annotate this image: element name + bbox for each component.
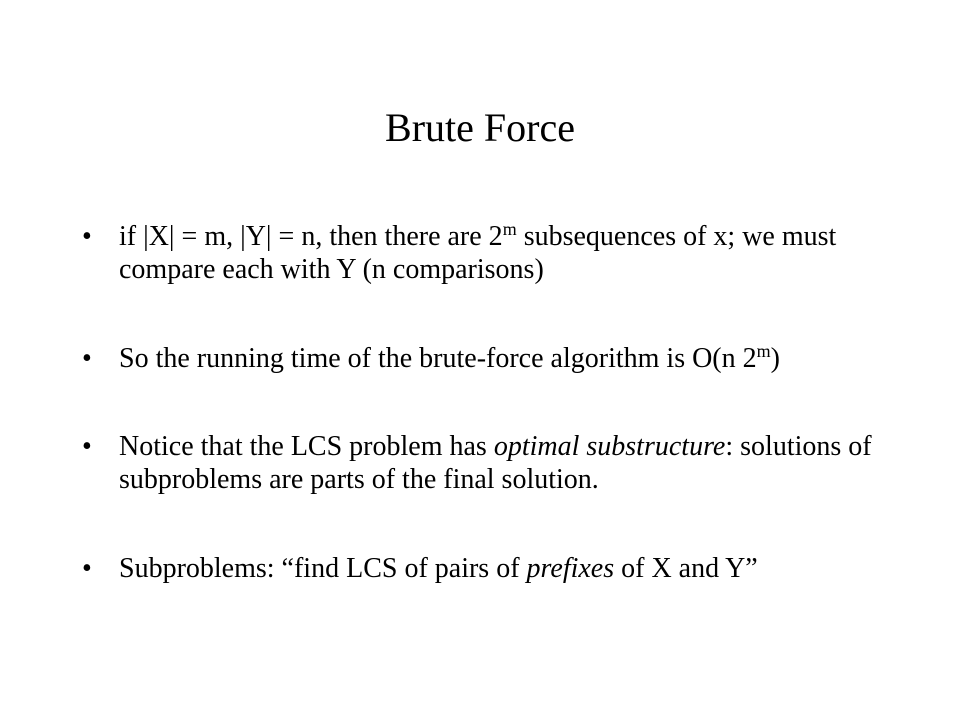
bullet-4-text: Subproblems: “find LCS of pairs of [119, 553, 527, 584]
bullet-item-2 [82, 342, 902, 375]
bullet-2-text-cont: ) [770, 343, 780, 374]
bullet-item-4 [82, 552, 902, 585]
bullet-item-1 [82, 220, 902, 286]
bullet-3-emphasis: optimal substructure [493, 431, 726, 462]
bullet-item-3 [82, 430, 902, 496]
bullet-1-exponent: m [502, 219, 517, 239]
bullet-3-text-cont: : solutions of subproblems are parts of the final solution. [119, 431, 872, 495]
slide-title: Brute Force [385, 105, 575, 150]
bullet-4-text-cont: of X and Y” [614, 553, 758, 584]
bullet-1-text: if |X| = m, |Y| = n, then there are 2 [119, 221, 503, 252]
bullet-4-emphasis: prefixes [526, 553, 615, 584]
bullet-1-text-cont: subsequences of x; we must compare each with Y (n comparisons) [119, 221, 837, 285]
bullet-2-exponent: m [756, 341, 771, 361]
bullet-3-text: Notice that the LCS problem has [119, 431, 494, 462]
bullet-2-text: So the running time of the brute-force algorithm is O(n 2 [119, 343, 757, 374]
bullet-list [82, 220, 902, 641]
